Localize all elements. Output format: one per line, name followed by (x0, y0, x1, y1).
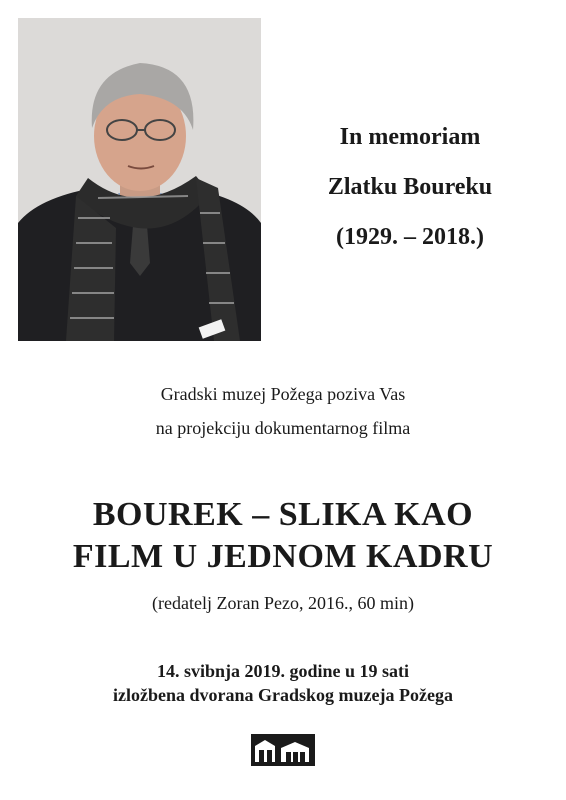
event-details (0, 659, 566, 707)
museum-building-logo (251, 734, 315, 766)
memoriam-years: (1929. – 2018.) (336, 224, 484, 250)
invitation-line-2: na projekciju dokumentarnog filma (155, 418, 411, 438)
event-venue: izložbena dvorana Gradskog muzeja Požega (113, 685, 453, 705)
memoriam-heading: In memoriam (339, 124, 481, 150)
invitation-line-1: Gradski muzej Požega poziva Vas (160, 384, 406, 404)
invitation-text (0, 377, 566, 445)
event-datetime: 14. svibnja 2019. godine u 19 sati (156, 661, 410, 681)
film-title-line-2: FILM U JEDNOM KADRU (72, 538, 494, 575)
memoriam-block (270, 112, 550, 262)
film-credits: (redatelj Zoran Pezo, 2016., 60 min) (152, 593, 414, 613)
film-title-line-1: BOUREK – SLIKA KAO (92, 496, 474, 533)
memoriam-name: Zlatku Boureku (327, 174, 493, 200)
film-title (0, 494, 566, 578)
portrait-photo (18, 18, 261, 341)
